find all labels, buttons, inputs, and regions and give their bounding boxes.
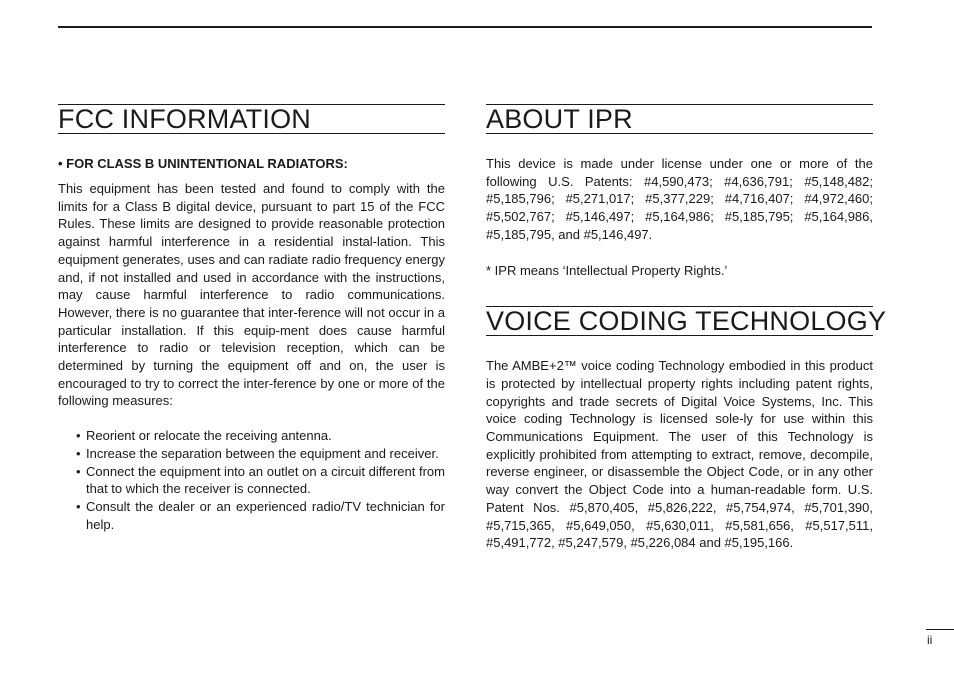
measure-item <box>58 445 445 463</box>
ipr-note: * IPR means ‘Intellectual Property Rights.’ <box>486 262 728 278</box>
measures-list <box>58 427 445 533</box>
page-number: ii <box>927 633 933 647</box>
bullet-icon: • <box>76 498 81 514</box>
top-rule <box>58 26 872 28</box>
class-b-subhead: • FOR CLASS B UNINTENTIONAL RADIATORS: <box>58 156 348 171</box>
measure-text: Consult the dealer or an experienced radio/TV technician for help. <box>86 498 445 532</box>
measure-text: Reorient or relocate the receiving antenna. <box>86 428 332 444</box>
fcc-title: FCC INFORMATION <box>58 104 445 134</box>
measure-text: Connect the equipment into an outlet on a circuit different from that to which the receiver is connected. <box>86 463 445 497</box>
measure-item <box>58 463 445 498</box>
page-number-rule <box>926 629 954 630</box>
measure-text: Increase the separation between the equipment and receiver. <box>86 445 439 461</box>
ipr-column <box>486 104 887 552</box>
ipr-title: ABOUT IPR <box>486 104 873 134</box>
fcc-paragraph: This equipment has been tested and found to comply with the limits for a Class B digital device, pursuant to part 15 of the FCC Rules. These limits are designed to provide reasonable protection against harmful interference in a residential instal-lation. This equipment generates, uses and can radiate radio frequency energy and, if not installed and used in accordance with the instructions, may cause harmful interference to radio communications. However, there is no guarantee that inter-ference will not occur in a particular installation. If this equip-ment does cause harmful interference to radio or television reception, which can be determined by turning the equipment off and on, the user is encouraged to try to correct the inter-ference by one or more of the following measures: <box>58 181 445 409</box>
voice-coding-title: VOICE CODING TECHNOLOGY <box>486 306 887 337</box>
bullet-icon: • <box>76 463 81 479</box>
ipr-paragraph: This device is made under license under one or more of the following U.S. Patents: #4,590,473; #4,636,791; #5,148,482; #5,185,796; #5,271,017; #5,377,229; #4,716,407; #4,972,460; #5,502,767; #5,146,497; #5,164,986; #5,185,795; #5,164,986, #5,185,795, and #5,146,497. <box>486 156 873 242</box>
measure-item <box>58 427 445 445</box>
voice-coding-paragraph: The AMBE+2™ voice coding Technology embodied in this product is protected by intellectual property rights including patent rights, copyrights and trade secrets of Digital Voice Systems, Inc. This voice coding Technology is licensed sole-ly for use within this Communications Equipment. The user of this Technology is explicitly prohibited from attempting to extract, remove, decompile, reverse engineer, or disassemble the Object Code, or in any other way convert the Object Code into a human-readable form. U.S. Patent Nos. #5,870,405, #5,826,222, #5,754,974, #5,701,390, #5,715,365, #5,649,050, #5,630,011, #5,581,656, #5,517,511, #5,491,772, #5,247,579, #5,226,084 and #5,195,166. <box>486 358 873 551</box>
fcc-column <box>58 104 445 533</box>
bullet-icon: • <box>76 445 81 461</box>
measure-item <box>58 498 445 533</box>
bullet-icon: • <box>76 428 81 444</box>
